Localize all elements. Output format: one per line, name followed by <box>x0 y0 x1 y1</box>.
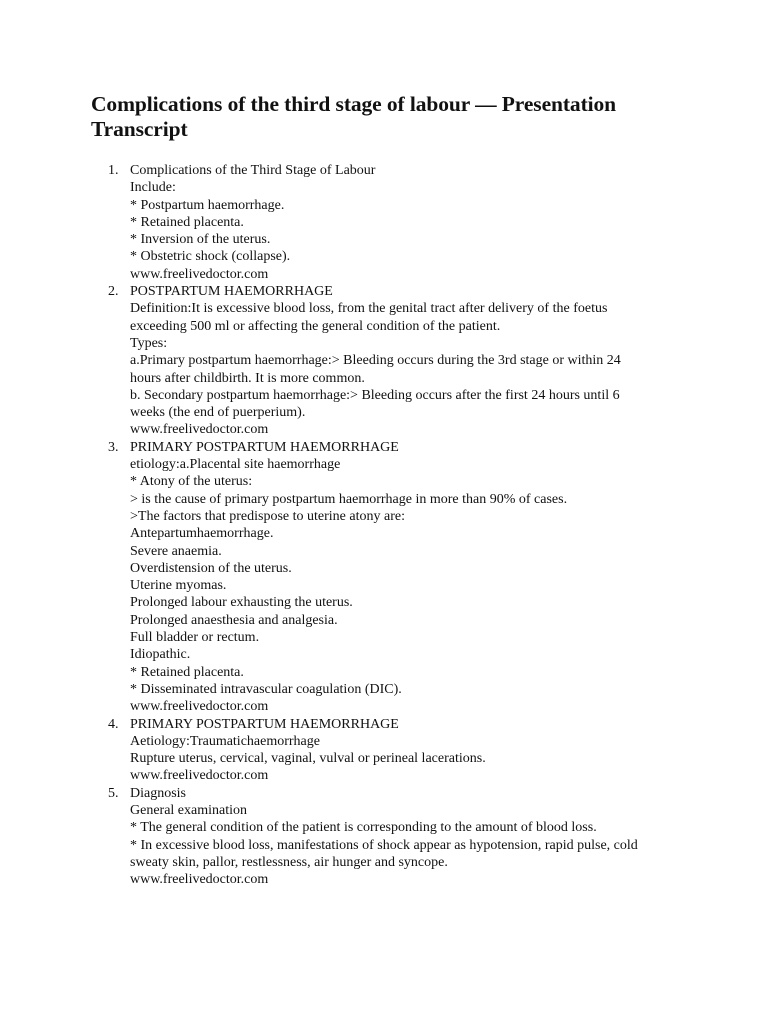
text-line: >The factors that predispose to uterine atony are: <box>130 508 405 524</box>
source-link[interactable]: www.freelivedoctor.com <box>130 699 269 715</box>
text-line: Diagnosis <box>130 785 186 801</box>
text-line: Complications of the Third Stage of Labour <box>130 163 376 178</box>
text-line: > is the cause of primary postpartum haemorrhage in more than 90% of cases. <box>130 491 568 507</box>
title-line-2: Transcript <box>91 117 188 141</box>
source-link[interactable]: www.freelivedoctor.com <box>130 266 269 282</box>
text-line: Antepartumhaemorrhage. <box>130 526 274 542</box>
list-item <box>91 785 688 889</box>
text-line: Overdistension of the uterus. <box>130 560 292 576</box>
page-title <box>91 92 688 142</box>
text-line: a.Primary postpartum haemorrhage:> Bleeding occurs during the 3rd stage or within 24 <box>130 353 621 369</box>
text-line: POSTPARTUM HAEMORRHAGE <box>130 284 333 300</box>
text-line: Full bladder or rectum. <box>130 630 260 646</box>
text-line: * The general condition of the patient is corresponding to the amount of blood loss. <box>130 820 597 836</box>
text-line: * Obstetric shock (collapse). <box>130 249 291 265</box>
list-item <box>91 162 688 283</box>
text-line: * Retained placenta. <box>130 214 244 230</box>
text-line: exceeding 500 ml or affecting the general condition of the patient. <box>130 318 501 334</box>
text-line: PRIMARY POSTPARTUM HAEMORRHAGE <box>130 716 399 732</box>
text-line: * Retained placenta. <box>130 664 244 680</box>
text-line: PRIMARY POSTPARTUM HAEMORRHAGE <box>130 439 399 455</box>
text-line: weeks (the end of puerperium). <box>130 405 306 421</box>
text-line: sweaty skin, pallor, restlessness, air hunger and syncope. <box>130 854 448 870</box>
text-line: * Atony of the uterus: <box>130 474 253 490</box>
text-line: Rupture uterus, cervical, vaginal, vulval or perineal lacerations. <box>130 751 486 767</box>
text-line: Definition:It is excessive blood loss, from the genital tract after delivery of the foetus <box>130 301 608 317</box>
text-line: Include: <box>130 180 176 196</box>
text-line: Idiopathic. <box>130 647 191 663</box>
source-link[interactable]: www.freelivedoctor.com <box>130 872 269 888</box>
text-line: Types: <box>130 335 168 351</box>
source-link[interactable]: www.freelivedoctor.com <box>130 768 269 784</box>
text-line: * Postpartum haemorrhage. <box>130 197 285 213</box>
text-line: etiology:a.Placental site haemorrhage <box>130 457 341 473</box>
text-line: Prolonged labour exhausting the uterus. <box>130 595 353 611</box>
list-item-number: 5. <box>108 785 119 801</box>
list-item <box>91 439 688 716</box>
text-line: * In excessive blood loss, manifestations of shock appear as hypotension, rapid pulse, cold <box>130 837 638 853</box>
list-item <box>91 283 688 439</box>
list-item <box>91 716 688 785</box>
text-line: * Disseminated intravascular coagulation (DIC). <box>130 681 402 697</box>
list-item-number: 3. <box>108 439 119 455</box>
title-line-1: Complications of the third stage of labour — Presentation <box>91 92 617 116</box>
list-item-number: 4. <box>108 716 119 732</box>
slide-list <box>91 162 688 888</box>
text-line: b. Secondary postpartum haemorrhage:> Bleeding occurs after the first 24 hours until 6 <box>130 387 620 403</box>
text-line: * Inversion of the uterus. <box>130 232 271 248</box>
text-line: Aetiology:Traumatichaemorrhage <box>130 733 320 749</box>
text-line: hours after childbirth. It is more common. <box>130 370 365 386</box>
list-item-number: 2. <box>108 284 119 300</box>
text-line: Prolonged anaesthesia and analgesia. <box>130 612 338 628</box>
text-line: General examination <box>130 802 248 818</box>
text-line: Uterine myomas. <box>130 578 227 594</box>
text-line: Severe anaemia. <box>130 543 222 559</box>
list-item-number: 1. <box>108 163 119 178</box>
source-link[interactable]: www.freelivedoctor.com <box>130 422 269 438</box>
